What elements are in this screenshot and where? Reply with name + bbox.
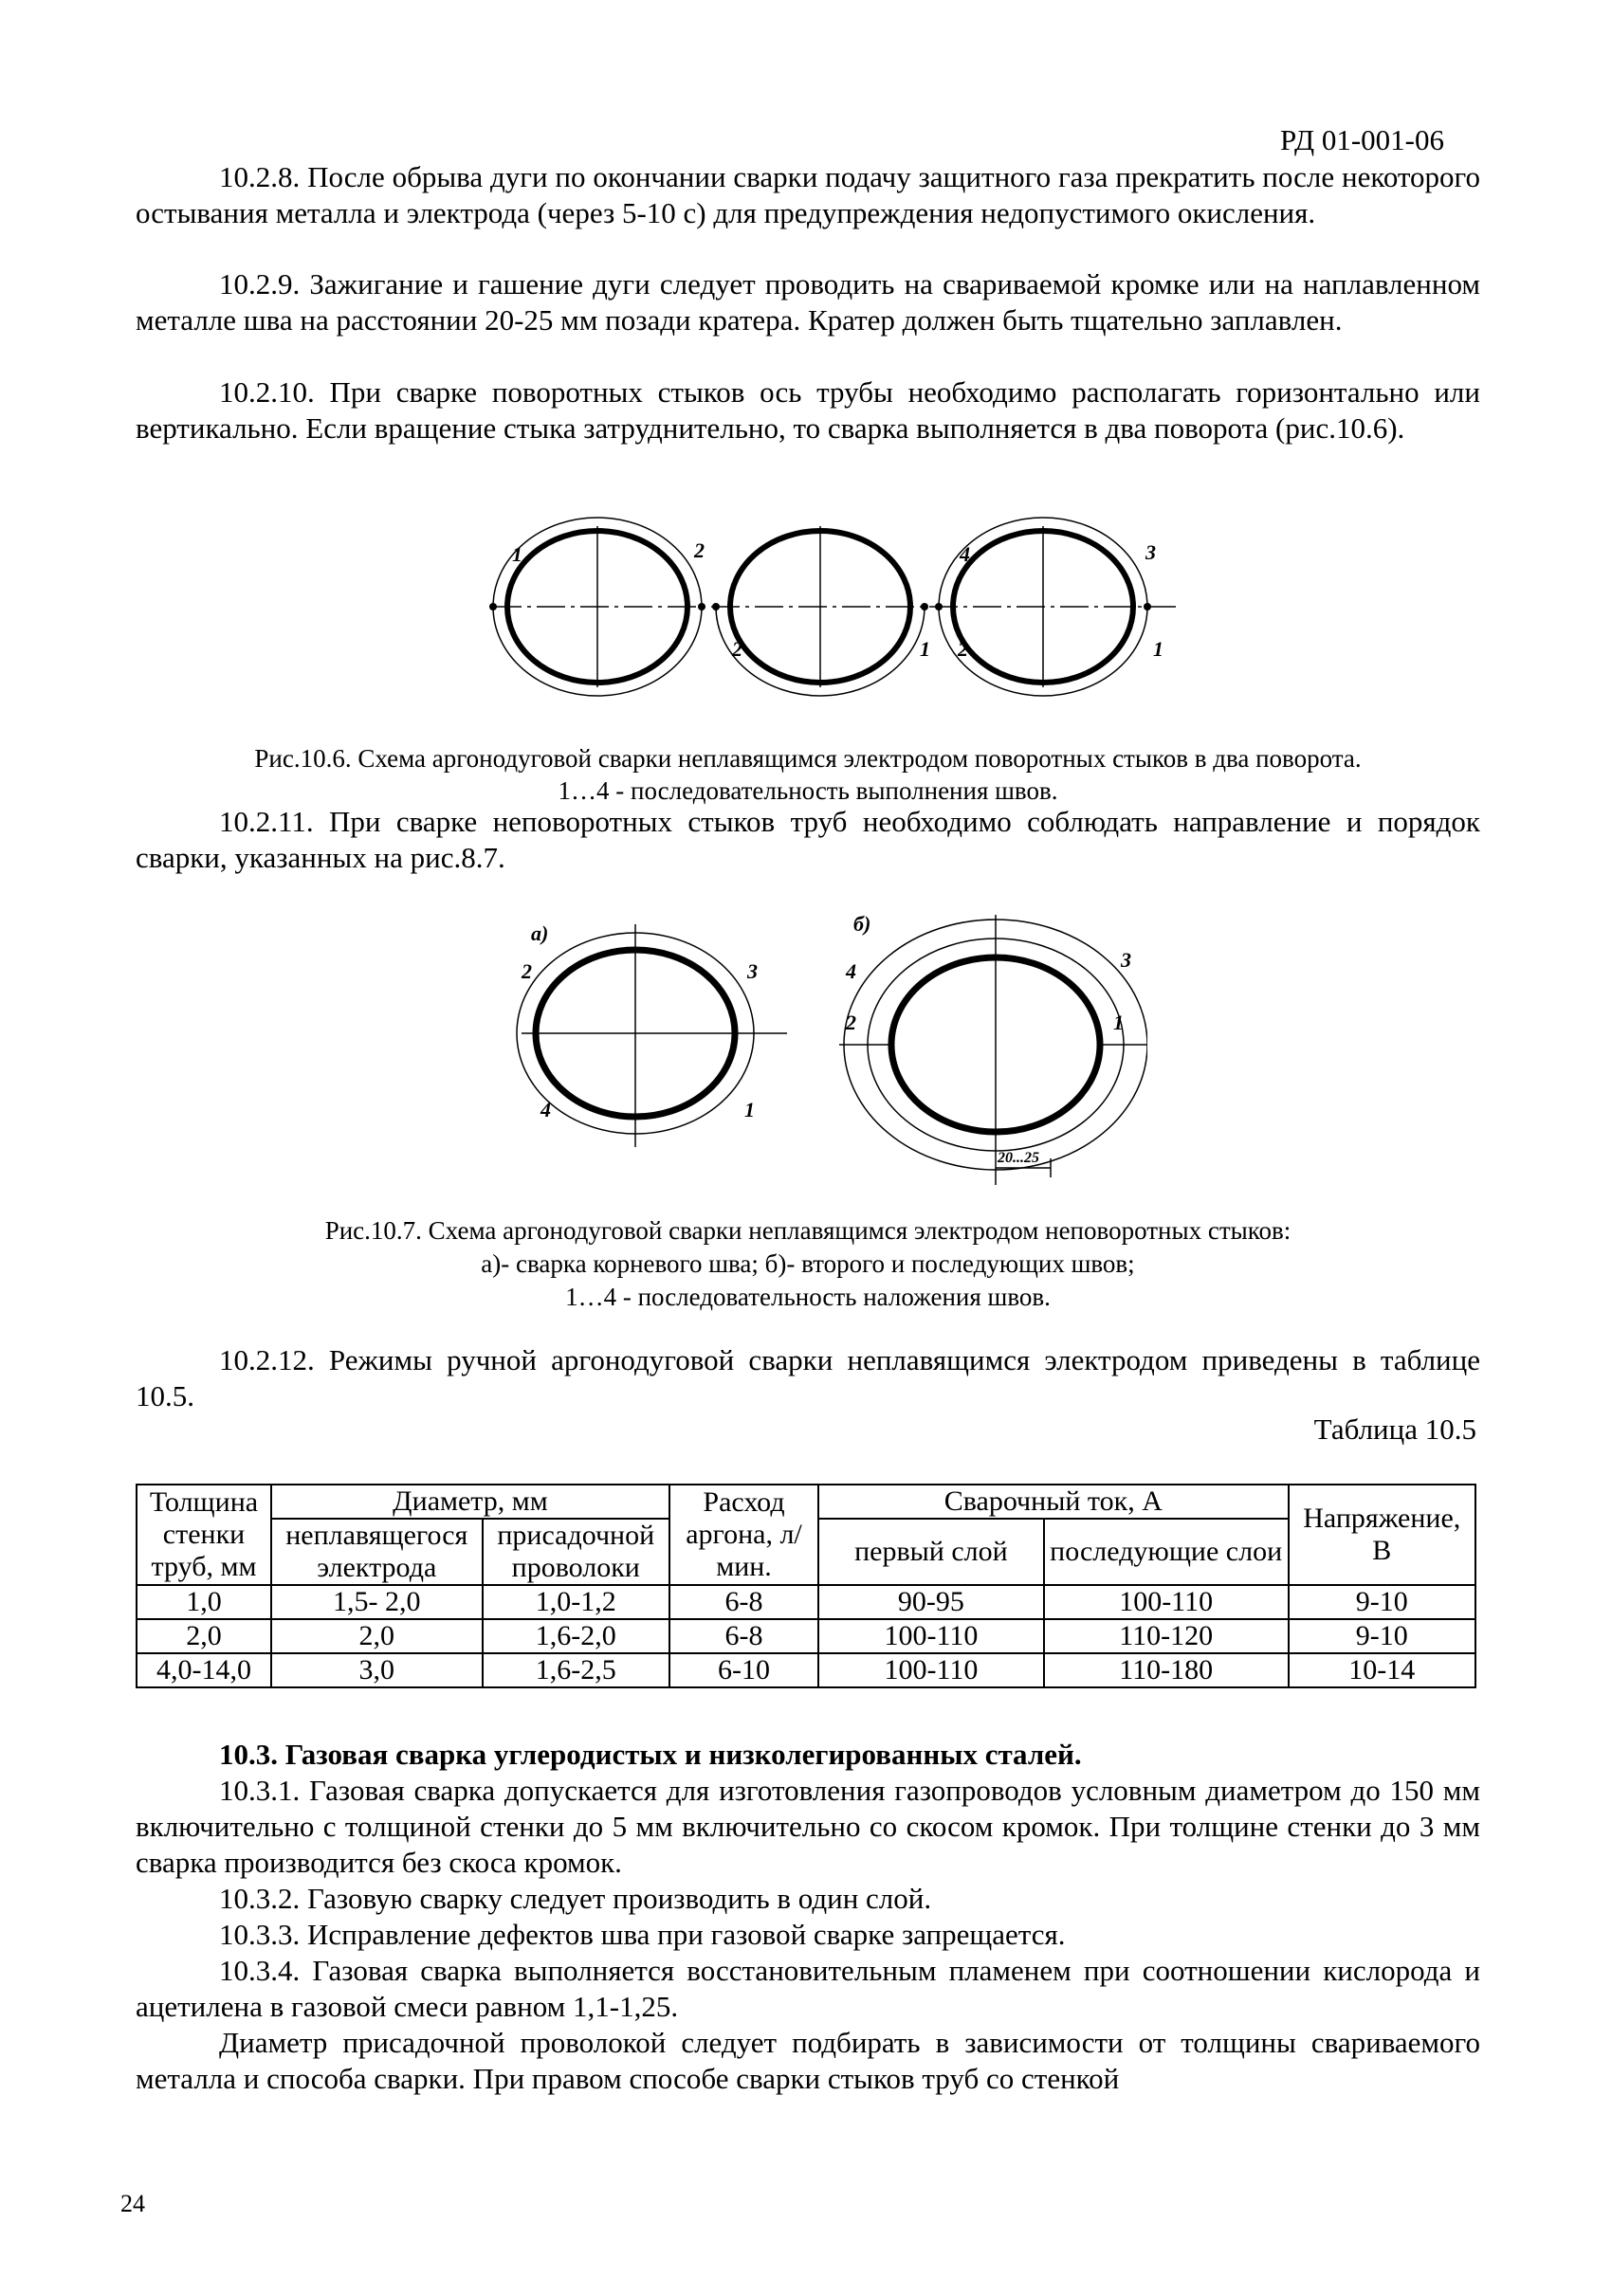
figure-10-6-caption-1: Рис.10.6. Схема аргонодуговой сварки неплавящимся электродом поворотных стыков в два поворота.	[254, 744, 1362, 773]
th-diameter: Диаметр, мм	[271, 1485, 669, 1519]
table-cell: 1,6-2,5	[483, 1653, 669, 1687]
th-argon: Расход аргона, л/мин.	[669, 1485, 818, 1585]
paragraph-10-2-11: 10.2.11. При сварке неповоротных стыков труб необходимо соблюдать направление и порядок сварки, указанных на рис.8.7.	[136, 805, 1480, 874]
fig6-label-6: 3	[1145, 540, 1156, 564]
table-row	[137, 1585, 1475, 1619]
figure-10-7	[503, 910, 1147, 1194]
fig6-label-4: 1	[920, 637, 930, 661]
table-cell: 6-8	[669, 1619, 818, 1653]
table-cell: 9-10	[1289, 1585, 1475, 1619]
fig7-a-num-3: 3	[747, 959, 758, 983]
th-current: Сварочный ток, А	[818, 1485, 1288, 1519]
fig7-b-num-4: 4	[846, 959, 856, 983]
table-cell: 4,0-14,0	[137, 1653, 271, 1687]
table-cell: 2,0	[271, 1619, 483, 1653]
th-first-layer: первый слой	[818, 1519, 1044, 1585]
table-cell: 100-110	[818, 1619, 1044, 1653]
paragraph-10-2-10: 10.2.10. При сварке поворотных стыков ось трубы необходимо располагать горизонтально или вертикально. Если вращение стыка затруднительно, то сварка выполняется в два поворота (рис.10.6).	[136, 375, 1480, 445]
paragraph-10-3-1: 10.3.1. Газовая сварка допускается для изготовления газопроводов условным диаметром до 150 мм включительно с толщиной стенки до 5 мм включительно со скосом кромок. При толщине стенки до 3 мм сварка производится без скоса кромок.	[136, 1774, 1480, 1879]
table-cell: 110-180	[1044, 1653, 1289, 1687]
figure-10-6	[474, 512, 1195, 702]
table-cell: 2,0	[137, 1619, 271, 1653]
fig7-a-num-2: 2	[522, 959, 532, 983]
table-cell: 9-10	[1289, 1619, 1475, 1653]
figure-10-6-caption-2: 1…4 - последовательность выполнения швов.	[558, 776, 1058, 805]
page-number: 24	[120, 2190, 145, 2217]
paragraph-10-2-8: 10.2.8. После обрыва дуги по окончании сварки подачу защитного газа прекратить после некоторого остывания металла и электрода (через 5-10 с) для предупреждения недопустимого окисления.	[136, 160, 1480, 229]
figure-10-7-caption-1: Рис.10.7. Схема аргонодуговой сварки неплавящимся электродом неповоротных стыков:	[324, 1216, 1291, 1245]
fig7-b-label: б)	[853, 912, 871, 936]
table-row	[137, 1653, 1475, 1687]
table-cell: 6-8	[669, 1585, 818, 1619]
paragraph-10-3-3: 10.3.3. Исправление дефектов шва при газовой сварке запрещается.	[219, 1918, 1066, 1951]
fig6-label-7: 2	[958, 637, 968, 661]
table-cell: 10-14	[1289, 1653, 1475, 1687]
fig6-label-8: 1	[1153, 637, 1163, 661]
fig6-label-3: 2	[732, 637, 742, 661]
table-cell: 1,0-1,2	[483, 1585, 669, 1619]
fig6-label-5: 4	[960, 542, 970, 566]
fig7-dimension: 20...25	[998, 1150, 1039, 1166]
table-cell: 1,0	[137, 1585, 271, 1619]
table-cell: 100-110	[1044, 1585, 1289, 1619]
fig7-a-label: а)	[531, 921, 549, 945]
fig7-b-num-3: 3	[1121, 948, 1131, 972]
table-cell: 6-10	[669, 1653, 818, 1687]
table-cell: 3,0	[271, 1653, 483, 1687]
fig7-a-num-1: 1	[744, 1098, 755, 1121]
paragraph-10-3-2: 10.3.2. Газовую сварку следует производить в один слой.	[219, 1882, 932, 1915]
paragraph-10-3-4: 10.3.4. Газовая сварка выполняется восстановительным пламенем при соотношении кислорода и ацетилена в газовой смеси равном 1,1-1,25.	[136, 1954, 1480, 2023]
table-cell: 1,5- 2,0	[271, 1585, 483, 1619]
figure-10-7-caption-3: 1…4 - последовательность наложения швов.	[565, 1283, 1051, 1311]
table-cell: 100-110	[818, 1653, 1044, 1687]
paragraph-10-2-9: 10.2.9. Зажигание и гашение дуги следует проводить на свариваемой кромке или на наплавленном металле шва на расстоянии 20-25 мм позади кратера. Кратер должен быть тщательно заплавлен.	[136, 267, 1480, 337]
th-electrode: неплавящегося электрода	[271, 1519, 483, 1585]
table-row	[137, 1619, 1475, 1653]
th-thickness: Толщина стенки труб, мм	[137, 1485, 271, 1585]
table-cell: 1,6-2,0	[483, 1619, 669, 1653]
paragraph-filler-wire: Диаметр присадочной проволокой следует подбирать в зависимости от толщины свариваемого металла и способа сварки. При правом способе сварки стыков труб со стенкой	[136, 2026, 1480, 2095]
fig7-b-num-2: 2	[846, 1011, 856, 1034]
paragraph-10-2-12: 10.2.12. Режимы ручной аргонодуговой сварки неплавящимся электродом приведены в таблице 10.5.	[136, 1343, 1480, 1412]
th-next-layers: последующие слои	[1044, 1519, 1289, 1585]
figure-10-7-caption-2: а)- сварка корневого шва; б)- второго и последующих швов;	[481, 1249, 1135, 1278]
table-cell: 110-120	[1044, 1619, 1289, 1653]
fig7-b-num-1: 1	[1113, 1011, 1124, 1034]
document-header: РД 01-001-06	[1280, 123, 1444, 156]
table-caption: Таблица 10.5	[1313, 1412, 1476, 1446]
table-cell: 90-95	[818, 1585, 1044, 1619]
th-wire: присадочной проволоки	[483, 1519, 669, 1585]
welding-modes-table	[136, 1484, 1476, 1688]
th-voltage: Напряжение, В	[1289, 1485, 1475, 1585]
fig6-label-2: 2	[694, 538, 705, 562]
section-heading-10-3: 10.3. Газовая сварка углеродистых и низколегированных сталей.	[219, 1738, 1082, 1771]
fig6-label-1: 1	[512, 542, 522, 566]
fig7-a-num-4: 4	[540, 1098, 551, 1121]
